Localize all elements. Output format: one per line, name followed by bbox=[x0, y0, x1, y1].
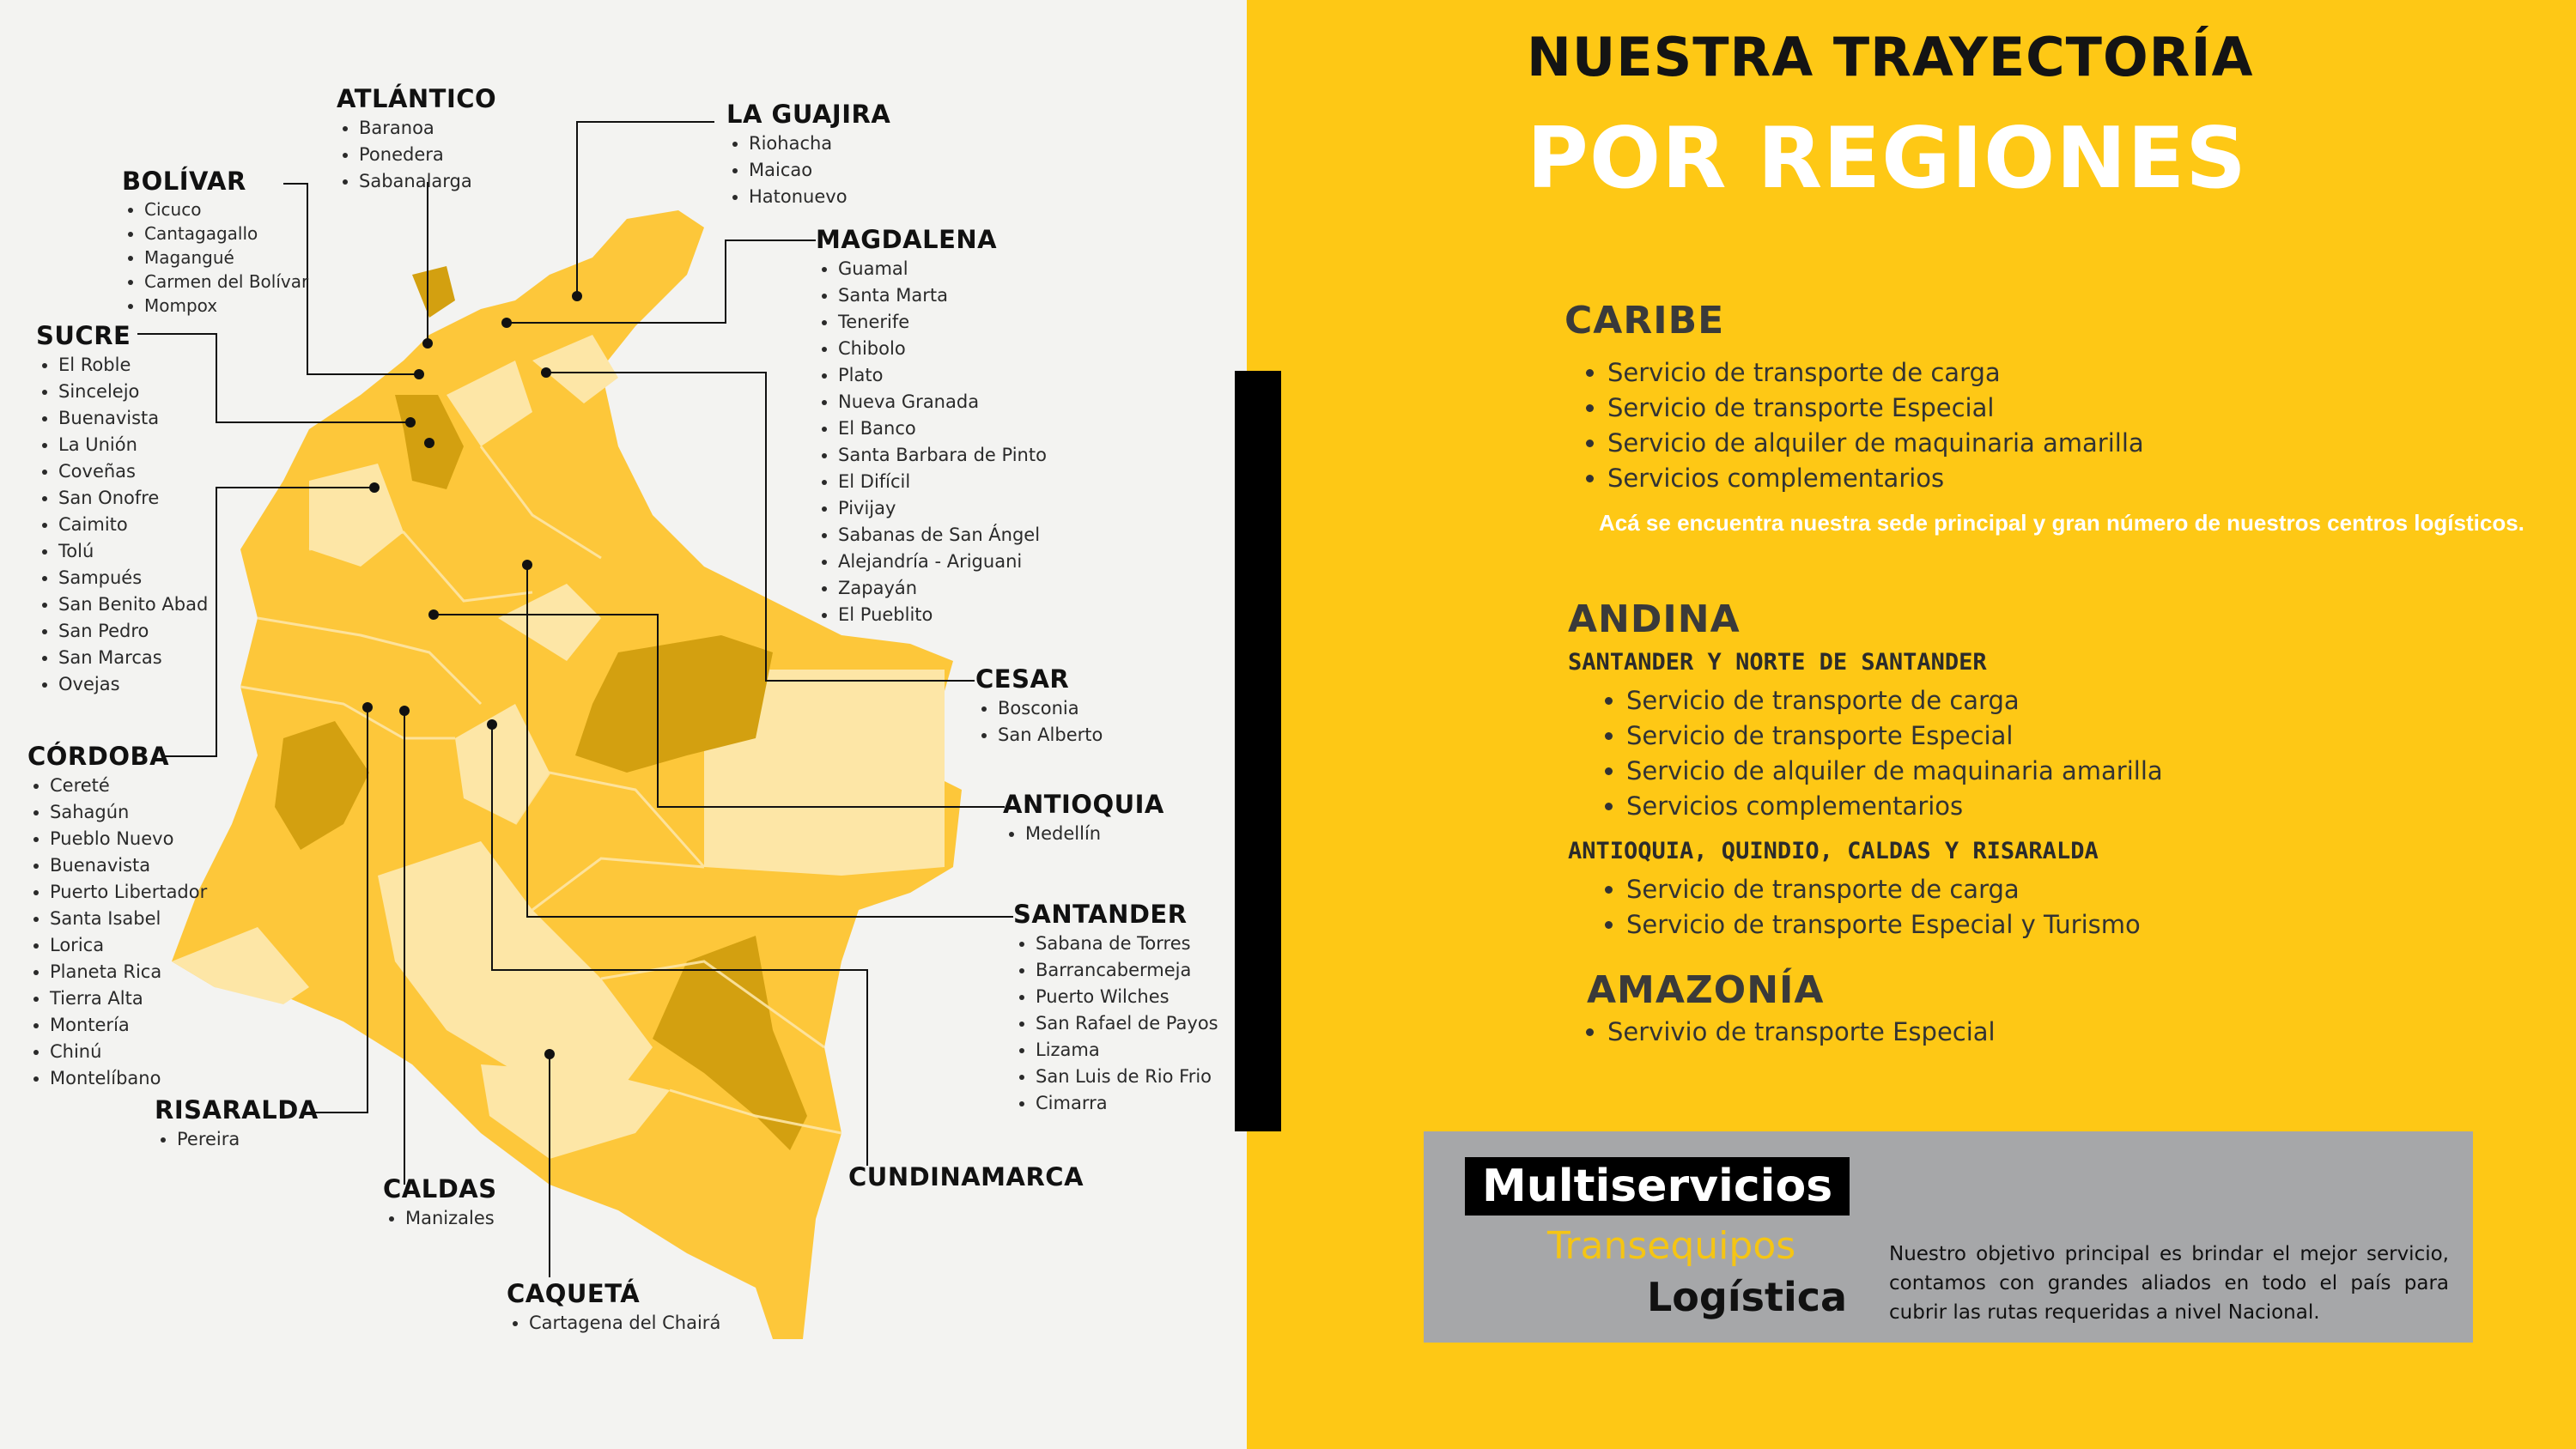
region-cundinamarca bbox=[848, 1162, 1084, 1191]
list-item: • Pereira bbox=[177, 1126, 319, 1153]
list-item: • Sincelejo bbox=[58, 379, 208, 405]
list-item: • Cimarra bbox=[1036, 1090, 1218, 1117]
list-item: • Puerto Wilches bbox=[1036, 984, 1218, 1010]
list-item: • El Banco bbox=[838, 415, 1047, 442]
list-item: • Carmen del Bolívar bbox=[144, 270, 308, 294]
list-item: • Santa Barbara de Pinto bbox=[838, 442, 1047, 469]
list-item: • El Roble bbox=[58, 352, 208, 379]
region-name: SANTANDER bbox=[1013, 900, 1188, 929]
list-item: • San Pedro bbox=[58, 618, 208, 645]
region-magdalena bbox=[816, 225, 1047, 628]
list-item: • El Pueblito bbox=[838, 602, 1047, 628]
list-item: • Medellín bbox=[1025, 821, 1164, 847]
andina-group1-services bbox=[1595, 683, 2163, 824]
list-item: • Servicio de alquiler de maquinaria amarilla bbox=[1626, 754, 2163, 789]
list-item: • Planeta Rica bbox=[50, 959, 207, 985]
list-item: • Mompox bbox=[144, 294, 308, 318]
list-item: • San Luis de Rio Frio bbox=[1036, 1064, 1218, 1090]
list-item: • Cicuco bbox=[144, 197, 308, 221]
brand-line-1: Multiservicios bbox=[1465, 1157, 1850, 1216]
andina-group2-services bbox=[1595, 872, 2141, 943]
list-item: • Sampués bbox=[58, 565, 208, 591]
region-caldas bbox=[383, 1174, 497, 1232]
region-risaralda bbox=[155, 1095, 319, 1153]
brand-line-2: Transequipos bbox=[1547, 1224, 1796, 1268]
list-item: • Riohacha bbox=[749, 130, 890, 157]
region-name: RISARALDA bbox=[155, 1095, 319, 1125]
caribe-note: Acá se encuentra nuestra sede principal y gran número de nuestros centros logísticos. bbox=[1599, 510, 2524, 536]
brand-line-3: Logística bbox=[1647, 1274, 1848, 1320]
page-title: NUESTRA TRAYECTORÍA bbox=[1527, 26, 2254, 88]
list-item: • Manizales bbox=[405, 1205, 497, 1232]
region-name: CESAR bbox=[975, 664, 1070, 694]
caribe-services bbox=[1577, 355, 2144, 496]
list-item: • Buenavista bbox=[58, 405, 208, 432]
list-item: • Servicio de transporte Especial bbox=[1626, 718, 2163, 754]
list-item: • Bosconia bbox=[998, 695, 1103, 722]
list-item: • Caimito bbox=[58, 512, 208, 538]
list-item: • Pueblo Nuevo bbox=[50, 826, 207, 852]
region-name: CAQUETÁ bbox=[507, 1279, 641, 1308]
list-item: • Servivio de transporte Especial bbox=[1607, 1015, 1996, 1050]
region-name: BOLÍVAR bbox=[122, 167, 246, 196]
list-item: • Lorica bbox=[50, 932, 207, 959]
list-item: • Servicio de transporte de carga bbox=[1626, 872, 2141, 907]
list-item: • Montería bbox=[50, 1012, 207, 1039]
list-item: • Sabanas de San Ángel bbox=[838, 522, 1047, 549]
list-item: • Maicao bbox=[749, 157, 890, 184]
andina-group1-title: SANTANDER Y NORTE DE SANTANDER bbox=[1568, 649, 1987, 676]
zone-andina-title: ANDINA bbox=[1568, 597, 1741, 641]
list-item: • Sahagún bbox=[50, 799, 207, 826]
list-item: • Servicio de transporte de carga bbox=[1607, 355, 2144, 391]
list-item: • Tolú bbox=[58, 538, 208, 565]
region-bolivar bbox=[122, 167, 308, 318]
region-sucre bbox=[36, 321, 208, 698]
region-caqueta bbox=[507, 1279, 720, 1337]
region-santander bbox=[1013, 900, 1218, 1117]
zone-caribe-title: CARIBE bbox=[1564, 299, 1725, 343]
list-item: • Servicio de transporte Especial bbox=[1607, 391, 2144, 426]
region-name: CUNDINAMARCA bbox=[848, 1162, 1084, 1191]
list-item: • Santa Marta bbox=[838, 282, 1047, 309]
page-subtitle: POR REGIONES bbox=[1527, 110, 2247, 208]
list-item: • Guamal bbox=[838, 256, 1047, 282]
divider-bar bbox=[1235, 371, 1281, 1131]
list-item: • Chinú bbox=[50, 1039, 207, 1065]
list-item: • Sabanalarga bbox=[359, 168, 496, 195]
region-name: ANTIOQUIA bbox=[1003, 790, 1164, 819]
list-item: • Pivijay bbox=[838, 495, 1047, 522]
list-item: • Cereté bbox=[50, 773, 207, 799]
region-name: SUCRE bbox=[36, 321, 131, 350]
list-item: • Coveñas bbox=[58, 458, 208, 485]
region-name: CÓRDOBA bbox=[27, 742, 170, 771]
zone-amazonia-title: AMAZONÍA bbox=[1587, 968, 1825, 1012]
list-item: • Sabana de Torres bbox=[1036, 931, 1218, 957]
list-item: • Chibolo bbox=[838, 336, 1047, 362]
region-antioquia bbox=[1003, 790, 1164, 847]
list-item: • Hatonuevo bbox=[749, 184, 890, 210]
list-item: • San Benito Abad bbox=[58, 591, 208, 618]
list-item: • Zapayán bbox=[838, 575, 1047, 602]
region-la-guajira bbox=[726, 100, 890, 210]
list-item: • San Alberto bbox=[998, 722, 1103, 749]
brand-description: Nuestro objetivo principal es brindar el mejor servicio, contamos con grandes aliados en todo el país para cubrir las rutas requeridas a nivel Nacional. bbox=[1889, 1243, 2449, 1324]
list-item: • Alejandría - Ariguani bbox=[838, 549, 1047, 575]
list-item: • Plato bbox=[838, 362, 1047, 389]
list-item: • Lizama bbox=[1036, 1037, 1218, 1064]
list-item: • Servicios complementarios bbox=[1607, 461, 2144, 496]
region-name: ATLÁNTICO bbox=[337, 84, 497, 113]
list-item: • El Difícil bbox=[838, 469, 1047, 495]
list-item: • Servicios complementarios bbox=[1626, 789, 2163, 824]
list-item: • Montelíbano bbox=[50, 1065, 207, 1092]
brand-card bbox=[1424, 1131, 2473, 1343]
region-name: LA GUAJIRA bbox=[726, 100, 891, 129]
list-item: • Tierra Alta bbox=[50, 985, 207, 1012]
region-cordoba bbox=[27, 742, 207, 1092]
list-item: • Barrancabermeja bbox=[1036, 957, 1218, 984]
list-item: • Ovejas bbox=[58, 671, 208, 698]
list-item: • La Unión bbox=[58, 432, 208, 458]
region-atlantico bbox=[337, 84, 496, 195]
list-item: • Magangué bbox=[144, 246, 308, 270]
list-item: • Cantagagallo bbox=[144, 221, 308, 246]
list-item: • Tenerife bbox=[838, 309, 1047, 336]
list-item: • San Rafael de Payos bbox=[1036, 1010, 1218, 1037]
andina-group2-title: ANTIOQUIA, QUINDIO, CALDAS Y RISARALDA bbox=[1568, 838, 2099, 864]
list-item: • Servicio de transporte Especial y Turismo bbox=[1626, 907, 2141, 943]
list-item: • Ponedera bbox=[359, 142, 496, 168]
list-item: • Santa Isabel bbox=[50, 906, 207, 932]
region-cesar bbox=[975, 664, 1103, 749]
list-item: • Cartagena del Chairá bbox=[529, 1310, 720, 1337]
list-item: • Servicio de transporte de carga bbox=[1626, 683, 2163, 718]
amazonia-services bbox=[1577, 1015, 1996, 1050]
region-name: MAGDALENA bbox=[816, 225, 998, 254]
list-item: • Puerto Libertador bbox=[50, 879, 207, 906]
region-name: CALDAS bbox=[383, 1174, 497, 1203]
list-item: • Baranoa bbox=[359, 115, 496, 142]
list-item: • San Marcas bbox=[58, 645, 208, 671]
list-item: • San Onofre bbox=[58, 485, 208, 512]
list-item: • Nueva Granada bbox=[838, 389, 1047, 415]
list-item: • Servicio de alquiler de maquinaria amarilla bbox=[1607, 426, 2144, 461]
list-item: • Buenavista bbox=[50, 852, 207, 879]
